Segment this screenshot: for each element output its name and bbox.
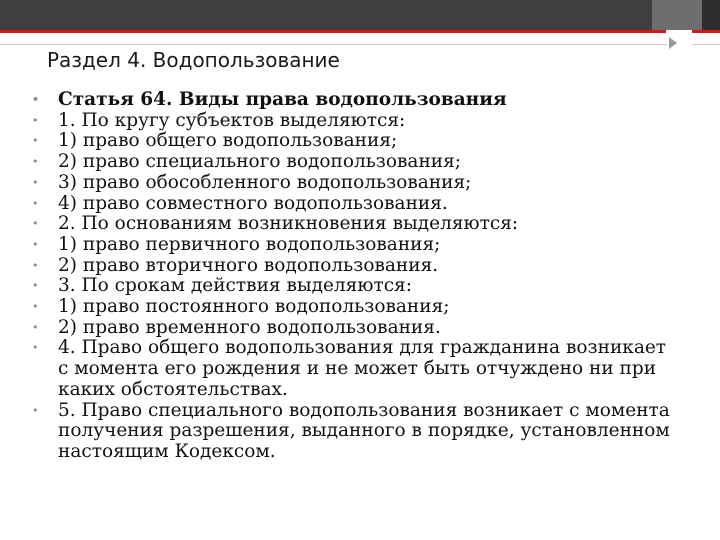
bullet-text: 2. По основаниям возникновения выделяются:: [58, 213, 519, 235]
bullet-marker: •: [32, 341, 39, 355]
bullet-text: 3. По срокам действия выделяются:: [58, 275, 412, 297]
bullet-item: [32, 152, 672, 173]
bullet-text: 2) право вторичного водопользования.: [58, 254, 439, 276]
bullet-text: 1) право первичного водопользования;: [58, 233, 441, 255]
bullet-item: [32, 131, 672, 152]
bullet-marker: •: [32, 113, 39, 127]
bullet-item: [32, 194, 672, 215]
bullet-marker: •: [32, 300, 39, 314]
triangle-arrow-icon: [669, 37, 677, 49]
bullet-marker: •: [32, 320, 39, 334]
bullet-marker: •: [32, 155, 39, 169]
bullet-text: 1. По кругу субъектов выделяются:: [58, 109, 406, 131]
slide-bullet-list: [32, 90, 672, 463]
bullet-text: 4) право совместного водопользования.: [58, 192, 448, 214]
bullet-marker: •: [32, 217, 39, 231]
bullet-item: [32, 297, 672, 318]
bullet-text: 2) право специального водопользования;: [58, 151, 462, 173]
bullet-marker: •: [32, 175, 39, 189]
bullet-text: 3) право обособленного водопользования;: [58, 171, 472, 193]
red-accent-line: [0, 30, 666, 33]
top-decor-segment-light: [652, 0, 702, 30]
bullet-marker: •: [32, 196, 39, 210]
grey-divider-line-right: [692, 44, 720, 45]
bullet-marker: •: [32, 134, 39, 148]
bullet-item: [32, 401, 672, 463]
bullet-item: [32, 111, 672, 132]
grey-divider-line: [0, 44, 667, 45]
bullet-text: Статья 64. Виды права водопользования: [58, 89, 507, 110]
bullet-marker: •: [32, 403, 39, 417]
bullet-marker: •: [32, 237, 39, 251]
bullet-item: [32, 214, 672, 235]
slide-title: Раздел 4. Водопользование: [47, 48, 340, 72]
bullet-marker: •: [32, 279, 39, 293]
bullet-text: 1) право общего водопользования;: [58, 130, 398, 152]
bullet-item: [32, 235, 672, 256]
bullet-item: [32, 338, 672, 400]
top-decor-segment-dark: [702, 0, 720, 30]
bullet-text: 1) право постоянного водопользования;: [58, 296, 450, 318]
bullet-text: 4. Право общего водопользования для гражданина возникает с момента его рождения и не может быть отчуждено ни при каких обстоятельствах.: [58, 337, 667, 400]
top-decor-bar: [0, 0, 720, 30]
bullet-item: [32, 173, 672, 194]
bullet-item: [32, 276, 672, 297]
bullet-item: [32, 90, 672, 111]
bullet-text: 2) право временного водопользования.: [58, 316, 441, 338]
bullet-item: [32, 318, 672, 339]
bullet-text: 5. Право специального водопользования возникает с момента получения разрешения, выданного в порядке, установленном настоящим Кодексом.: [58, 399, 670, 462]
red-accent-line-right: [692, 30, 720, 33]
bullet-item: [32, 256, 672, 277]
bullet-marker: •: [32, 258, 39, 272]
bullet-marker: •: [32, 93, 40, 106]
